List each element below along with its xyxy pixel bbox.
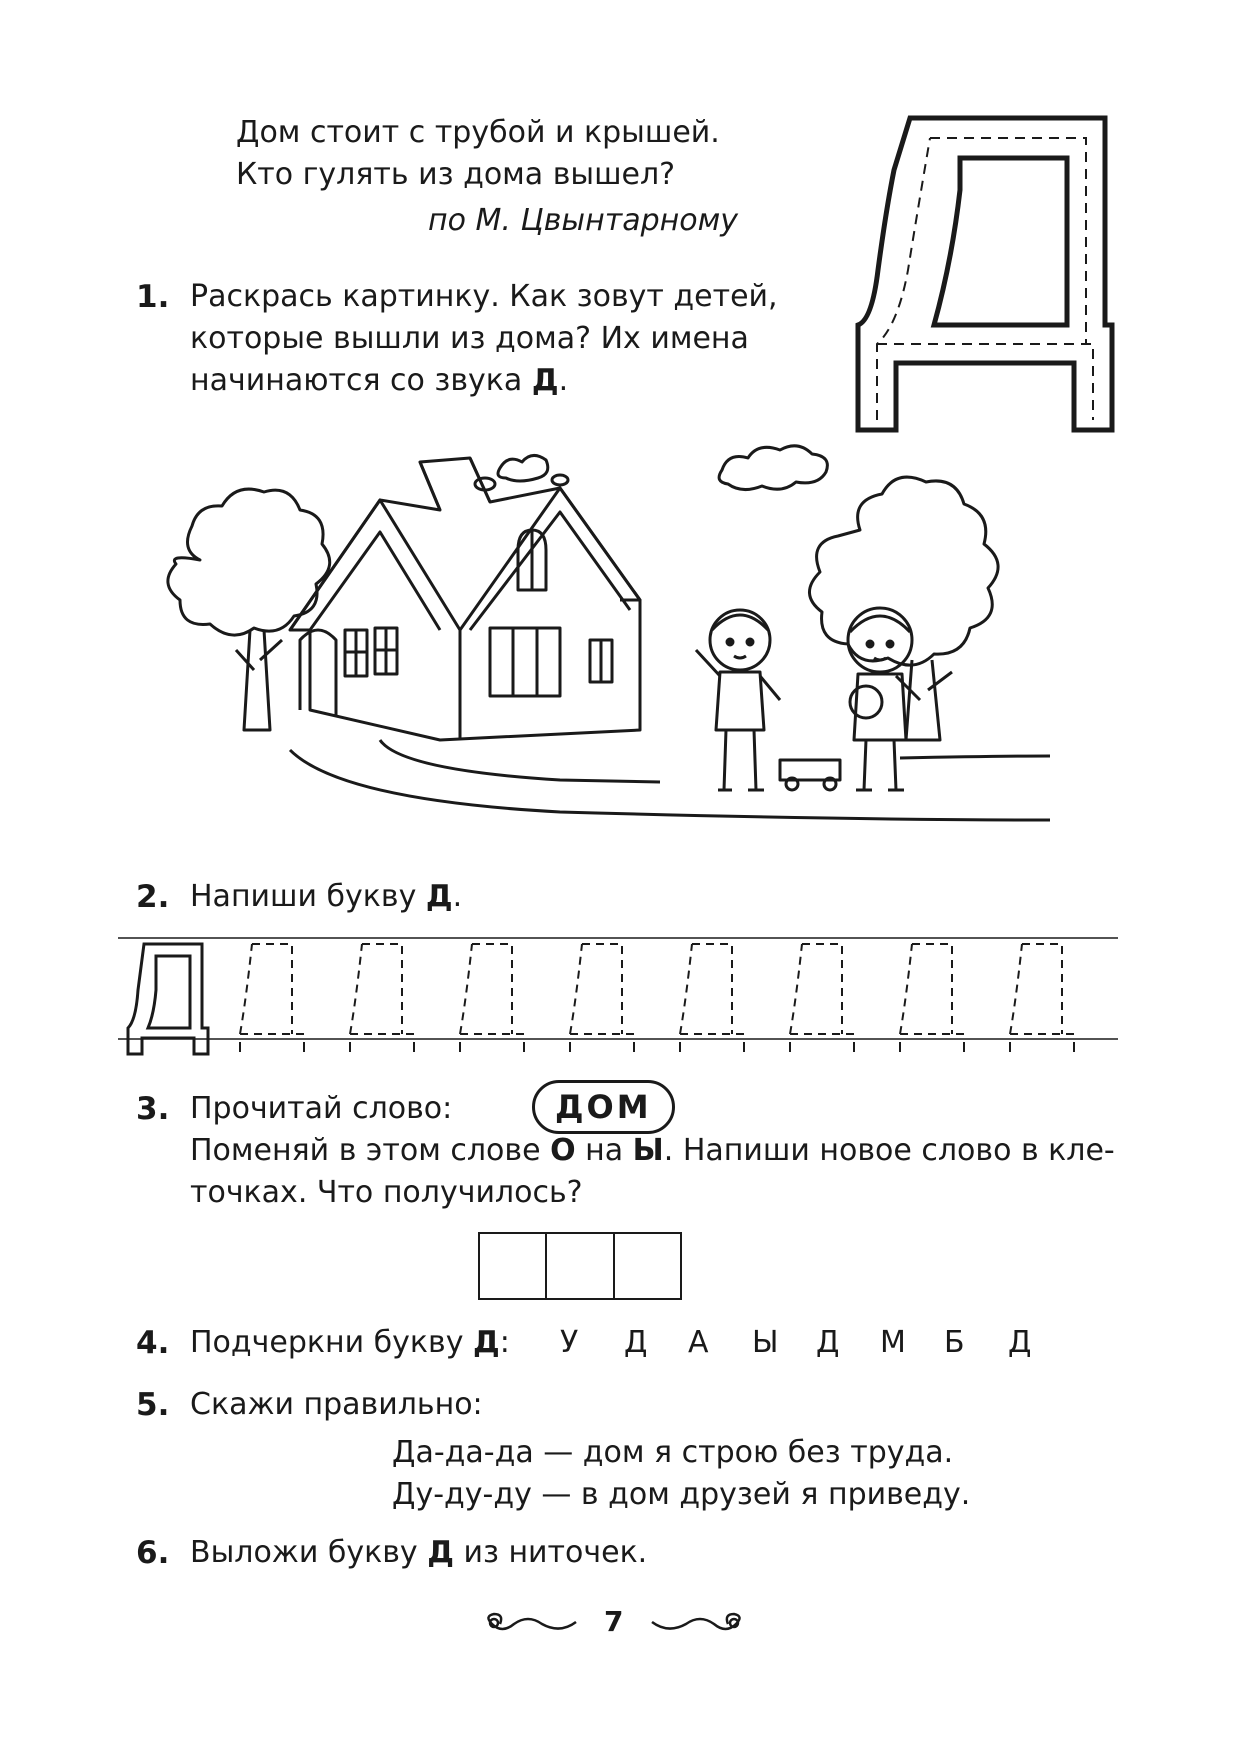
task-3-line-2: [190, 1130, 1115, 1172]
poem-line-1: Дом стоит с трубой и крышей.: [236, 115, 720, 150]
tongue-twister-line-2: Ду-ду-ду — в дом друзей я приведу.: [392, 1477, 971, 1512]
task-3-line-2-a: Поменяй в этом слове: [190, 1133, 551, 1168]
letter-item[interactable]: А: [688, 1325, 709, 1360]
letter-item[interactable]: Б: [944, 1325, 965, 1360]
task-6-number: 6.: [136, 1535, 170, 1571]
letter-item[interactable]: Д: [816, 1325, 840, 1360]
task-1-bold-letter: Д: [531, 363, 559, 398]
page-number: 7: [604, 1605, 624, 1638]
house-children-illustration: [140, 440, 1060, 860]
task-4-text-prefix: Подчеркни букву: [190, 1325, 473, 1360]
girl-figure: [696, 610, 780, 790]
task-1-line-3-end: .: [558, 363, 569, 398]
letter-writing-practice-row: [118, 930, 1118, 1060]
letter-item[interactable]: Ы: [752, 1325, 779, 1360]
task-4-number: 4.: [136, 1325, 170, 1361]
poem-line-2: Кто гулять из дома вышел?: [236, 157, 676, 192]
task-3-letter-y: Ы: [632, 1133, 664, 1168]
task-4-bold-letter: Д: [473, 1325, 500, 1360]
task-2-text-prefix: Напиши букву: [190, 879, 426, 914]
left-ornament-icon: [480, 1608, 580, 1638]
letter-item[interactable]: Д: [624, 1325, 648, 1360]
task-1-number: 1.: [136, 279, 170, 315]
letter-item[interactable]: У: [560, 1325, 579, 1360]
sample-letter-d: [128, 944, 208, 1054]
task-3-text: Прочитай слово:: [190, 1091, 453, 1126]
task-6-bold-letter: Д: [427, 1535, 454, 1570]
task-4-colon: :: [499, 1325, 510, 1360]
letter-sequence: [560, 1322, 1072, 1364]
task-1-line-3-text: начинаются со звука: [190, 363, 532, 398]
task-3-letter-o: О: [550, 1133, 576, 1168]
task-1-line-3: [190, 360, 568, 402]
task-3-line-3: точках. Что получилось?: [190, 1175, 583, 1210]
task-5-number: 5.: [136, 1387, 170, 1423]
poem-author: по М. Цвынтарному: [428, 203, 738, 238]
answer-cell-1[interactable]: [480, 1234, 547, 1298]
task-2-text: [190, 876, 462, 918]
ground-path: [290, 750, 1050, 820]
task-5-text: Скажи правильно:: [190, 1387, 483, 1422]
task-1-line-1: Раскрась картинку. Как зовут детей,: [190, 279, 778, 314]
task-2-text-end: .: [452, 879, 463, 914]
task-2-bold-letter: Д: [425, 879, 453, 914]
answer-cell-3[interactable]: [615, 1234, 680, 1298]
word-dom-badge: ДОМ: [532, 1080, 675, 1134]
right-tree: [809, 477, 998, 665]
big-letter-d-tracing: [850, 110, 1120, 440]
task-3-number: 3.: [136, 1091, 170, 1127]
task-6-text: [190, 1532, 647, 1574]
smoke-cloud-large: [719, 446, 827, 490]
house: [290, 458, 640, 740]
boy-figure: [848, 608, 912, 790]
tongue-twister-line-1: Да-да-да — дом я строю без труда.: [392, 1435, 954, 1470]
letter-item[interactable]: М: [880, 1325, 906, 1360]
task-3-line-2-e: . Напиши новое слово в кле-: [663, 1133, 1115, 1168]
letter-item[interactable]: Д: [1008, 1325, 1032, 1360]
right-ornament-icon: [648, 1608, 748, 1638]
left-tree: [168, 489, 330, 635]
task-4-text: [190, 1322, 510, 1364]
task-2-number: 2.: [136, 879, 170, 915]
task-6-text-prefix: Выложи букву: [190, 1535, 428, 1570]
answer-cell-2[interactable]: [547, 1234, 614, 1298]
task-6-text-end: из ниточек.: [453, 1535, 648, 1570]
task-1-line-2: которые вышли из дома? Их имена: [190, 321, 749, 356]
task-3-line-2-c: на: [575, 1133, 633, 1168]
answer-cells: [478, 1232, 682, 1300]
smoke-cloud-small: [498, 455, 548, 481]
